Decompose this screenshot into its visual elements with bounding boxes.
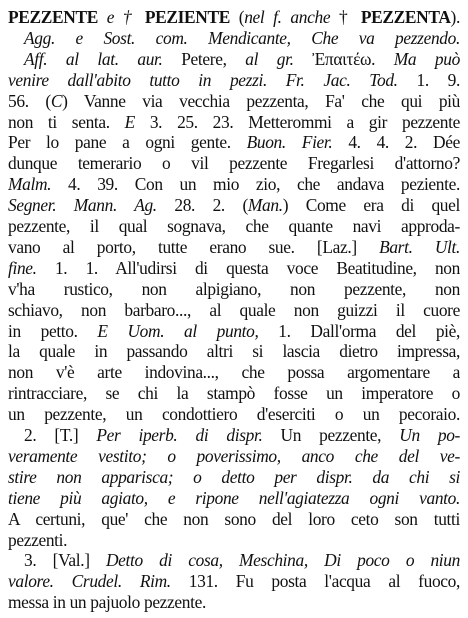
italic-text: Un po- bbox=[399, 425, 460, 445]
text-line bbox=[8, 69, 460, 91]
text-line bbox=[8, 27, 460, 49]
text-line bbox=[8, 257, 460, 279]
italic-text: fine. bbox=[8, 257, 37, 278]
text-run: † bbox=[330, 7, 361, 27]
italic-text: Bart. Ult. bbox=[379, 236, 460, 257]
text-line bbox=[8, 466, 460, 488]
text-line bbox=[8, 570, 460, 592]
text-run: rintracciare, se chi la stampò fosse un imperatore o bbox=[8, 383, 460, 404]
text-run: ( bbox=[229, 7, 245, 27]
text-line bbox=[8, 320, 460, 342]
text-run: 3. 25. 23. Metterommi a gir pezzente bbox=[134, 111, 460, 132]
text-line bbox=[8, 445, 460, 467]
text-run: 3. [Val.] bbox=[24, 550, 106, 571]
text-run: vano al porto, tutte erano sue. [Laz.] bbox=[8, 236, 380, 257]
italic-text: Aff. al lat. aur. bbox=[24, 48, 163, 69]
text-run: ). bbox=[450, 7, 460, 27]
text-run: 1. 1. All'udirsi di questa voce Beatitudine, non bbox=[36, 257, 460, 278]
text-line bbox=[8, 403, 460, 425]
italic-text: C bbox=[50, 90, 63, 111]
dictionary-entry bbox=[8, 6, 460, 612]
italic-text: Detto di cosa, Meschina, Di poco o niun bbox=[105, 550, 460, 571]
text-run: 1. Dall'orma del piè, bbox=[258, 320, 460, 341]
headword: PEZIENTE bbox=[144, 7, 230, 27]
text-run: pezzente, il qual sognava, che quante navi approda- bbox=[8, 216, 460, 236]
text-run: 28. 2. ( bbox=[156, 195, 248, 216]
italic-text: veramente vestito; o poverissimo, anco che del ve- bbox=[8, 445, 460, 466]
headword: PEZZENTA bbox=[360, 7, 451, 27]
italic-text: al gr. bbox=[245, 48, 294, 69]
italic-text: valore. Crudel. Rim. bbox=[8, 571, 171, 592]
text-run: schiavo, non barbaro..., al quale non guizzi il cuore bbox=[8, 299, 460, 320]
text-run: 4. 39. Con un mio zio, che andava peziente. bbox=[51, 174, 460, 195]
text-line bbox=[8, 131, 460, 153]
text-line bbox=[8, 508, 460, 530]
text-line bbox=[8, 382, 460, 404]
text-run: non v'è arte indovina..., che possa argomentare a bbox=[8, 362, 460, 383]
italic-text: Per iperb. di dispr. bbox=[96, 425, 263, 445]
text-line bbox=[8, 487, 460, 509]
text-line bbox=[8, 549, 460, 571]
text-run: 2. [T.] bbox=[24, 425, 97, 445]
text-run: in petto. bbox=[8, 320, 98, 341]
text-line bbox=[8, 111, 460, 133]
text-run: pezzenti. bbox=[8, 529, 68, 550]
text-line bbox=[8, 236, 460, 258]
text-run: non ti senta. bbox=[8, 111, 125, 132]
text-run: messa in un pajuolo pezzente. bbox=[8, 592, 206, 612]
text-run: Un pezzente, bbox=[262, 425, 400, 445]
text-run: Petere, bbox=[162, 48, 246, 69]
text-run: A certuni, que' che non sono del loro ceto son tutti bbox=[8, 508, 460, 529]
text-run: 131. Fu posta l'acqua al fuoco, bbox=[170, 571, 460, 592]
text-run: ) Come era di quel bbox=[282, 195, 460, 216]
text-line bbox=[8, 361, 460, 383]
text-run: 1. 9. bbox=[397, 69, 460, 90]
italic-text: E Uom. al punto, bbox=[97, 320, 259, 341]
italic-text: venire dall'abito tutto in pezzi. Fr. Jac. Tod. bbox=[8, 69, 398, 90]
italic-text: Ma può bbox=[393, 48, 460, 69]
text-run: v'ha rustico, non alpigiano, non pezzente, non bbox=[8, 278, 460, 299]
text-line bbox=[8, 90, 460, 112]
text-run: la quale in passando altri si lascia dietro impressa, bbox=[8, 341, 460, 362]
italic-text: E bbox=[124, 111, 135, 132]
italic-text: Segner. Mann. Ag. bbox=[8, 195, 157, 216]
text-line bbox=[8, 299, 460, 321]
text-line bbox=[8, 424, 460, 446]
text-line bbox=[8, 48, 460, 70]
text-line bbox=[8, 194, 460, 216]
italic-text: stire non apparisca; o detto per dispr. da chi si bbox=[8, 466, 460, 487]
text-run: 56. ( bbox=[8, 90, 51, 111]
text-line bbox=[8, 591, 460, 612]
text-line bbox=[8, 215, 460, 237]
text-run: dunque temerario o vil pezzente Fregarlesi d'attorno? bbox=[8, 153, 460, 174]
text-run: un pezzente, un condottiero d'eserciti o un pecoraio. bbox=[8, 404, 460, 425]
text-run: Ἐπαιτέω. bbox=[293, 48, 394, 69]
text-run: Per lo pane a ogni gente. bbox=[8, 132, 247, 153]
italic-text: tiene più agiato, e ripone nell'agiatezza ogni vanto. bbox=[8, 487, 460, 508]
italic-text: nel f. anche bbox=[244, 7, 331, 27]
headword: PEZZENTE bbox=[8, 7, 98, 27]
text-line bbox=[8, 173, 460, 195]
italic-text: Buon. Fier. bbox=[246, 132, 333, 153]
text-line bbox=[8, 152, 460, 174]
italic-text: Agg. e Sost. com. Mendicante, Che va pezzendo. bbox=[24, 27, 460, 48]
text-run: ) Vanne via vecchia pezzenta, Fa' che qui più bbox=[62, 90, 460, 111]
text-line bbox=[8, 278, 460, 300]
text-run: 4. 4. 2. Dée bbox=[332, 132, 460, 153]
text-line bbox=[8, 6, 460, 28]
text-line bbox=[8, 529, 460, 551]
italic-text: Man. bbox=[247, 195, 283, 216]
italic-text: Malm. bbox=[8, 174, 52, 195]
italic-text: e † bbox=[97, 7, 145, 27]
text-line bbox=[8, 340, 460, 362]
